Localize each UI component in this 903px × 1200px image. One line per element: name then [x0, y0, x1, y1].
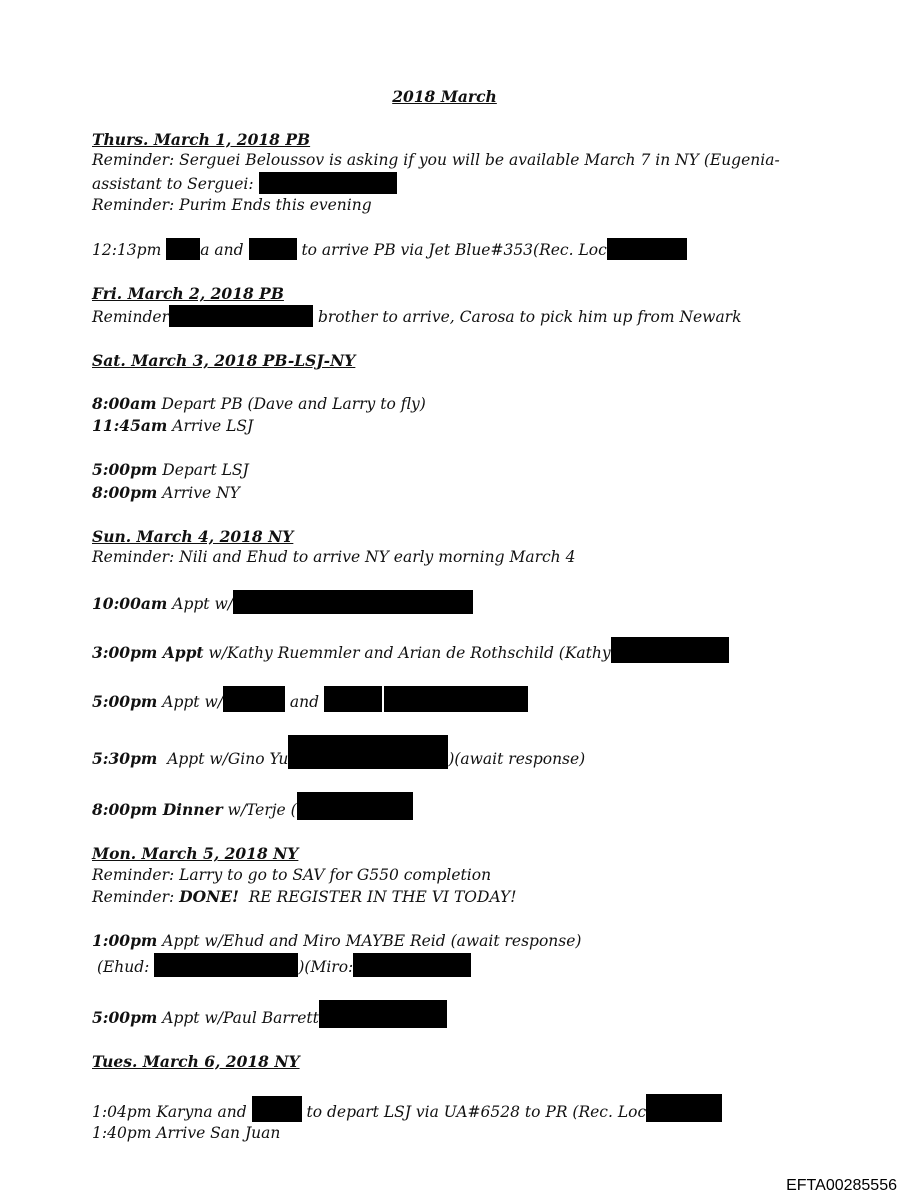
schedule-line: 1:04pm Karyna and to depart LSJ via UA#6528 to PR (Rec. Loc — [92, 1094, 832, 1124]
schedule-line: 11:45am Arrive LSJ — [92, 416, 254, 435]
reminder-line: Reminder: Larry to go to SAV for G550 completion — [92, 865, 492, 884]
schedule-line: 8:00am Depart PB (Dave and Larry to fly) — [92, 393, 426, 413]
day-heading: Sun. March 4, 2018 NY — [92, 526, 294, 546]
day-heading: Mon. March 5, 2018 NY — [92, 844, 299, 863]
redaction-box — [252, 1096, 302, 1122]
redaction-box — [607, 238, 687, 260]
redaction-box — [166, 238, 200, 260]
schedule-line: 5:30pm Appt w/Gino Yu )(await response) — [92, 735, 832, 771]
redaction-box — [646, 1094, 722, 1122]
schedule-line: 5:00pm Appt w/Paul Barrett — [92, 1000, 832, 1030]
day-heading: Tues. March 6, 2018 NY — [92, 1051, 300, 1071]
schedule-line: 3:00pm Appt w/Kathy Ruemmler and Arian de Rothschild (Kathy — [92, 637, 832, 665]
schedule-line: (Ehud: )(Miro: — [92, 953, 832, 979]
schedule-line: 8:00pm Arrive NY — [92, 482, 240, 502]
schedule-line: 5:00pm Appt w/ and — [92, 686, 832, 714]
redaction-box — [324, 686, 382, 712]
redaction-box — [233, 590, 473, 614]
redaction-box — [384, 686, 528, 712]
redaction-box — [353, 953, 471, 977]
redaction-box — [288, 735, 448, 769]
redaction-box — [154, 953, 298, 977]
day-heading: Fri. March 2, 2018 PB — [92, 284, 284, 303]
schedule-line: 1:40pm Arrive San Juan — [92, 1124, 281, 1142]
reminder-line: Reminder: Serguei Beloussov is asking if you will be available March 7 in NY (Eugenia- — [92, 151, 780, 169]
redaction-box — [259, 172, 397, 194]
schedule-line: 1:00pm Appt w/Ehud and Miro MAYBE Reid (await response) — [92, 931, 582, 950]
redaction-box — [249, 238, 297, 260]
day-heading: Thurs. March 1, 2018 PB — [92, 129, 311, 149]
schedule-line: 10:00am Appt w/ — [92, 590, 832, 616]
reminder-line: Reminder brother to arrive, Carosa to pick him up from Newark — [92, 305, 832, 329]
redaction-box — [223, 686, 285, 712]
reminder-line: Reminder: Purim Ends this evening — [92, 196, 372, 214]
schedule-line: 8:00pm Dinner w/Terje ( — [92, 792, 832, 822]
reminder-line: Reminder: DONE! RE REGISTER IN THE VI TODAY! — [92, 887, 517, 906]
document-id: EFTA00285556 — [786, 1177, 897, 1194]
redaction-box — [319, 1000, 447, 1028]
redaction-box — [169, 305, 313, 327]
redaction-box — [611, 637, 729, 663]
reminder-line: Reminder: Nili and Ehud to arrive NY early morning March 4 — [92, 548, 576, 566]
day-heading: Sat. March 3, 2018 PB-LSJ-NY — [92, 350, 356, 370]
document-body — [92, 86, 832, 1145]
redaction-box — [297, 792, 413, 820]
reminder-line: assistant to Serguei: — [92, 172, 832, 196]
page-title: 2018 March — [392, 87, 497, 106]
schedule-line: 12:13pm a and to arrive PB via Jet Blue#353(Rec. Loc — [92, 238, 832, 262]
schedule-line: 5:00pm Depart LSJ — [92, 460, 249, 479]
